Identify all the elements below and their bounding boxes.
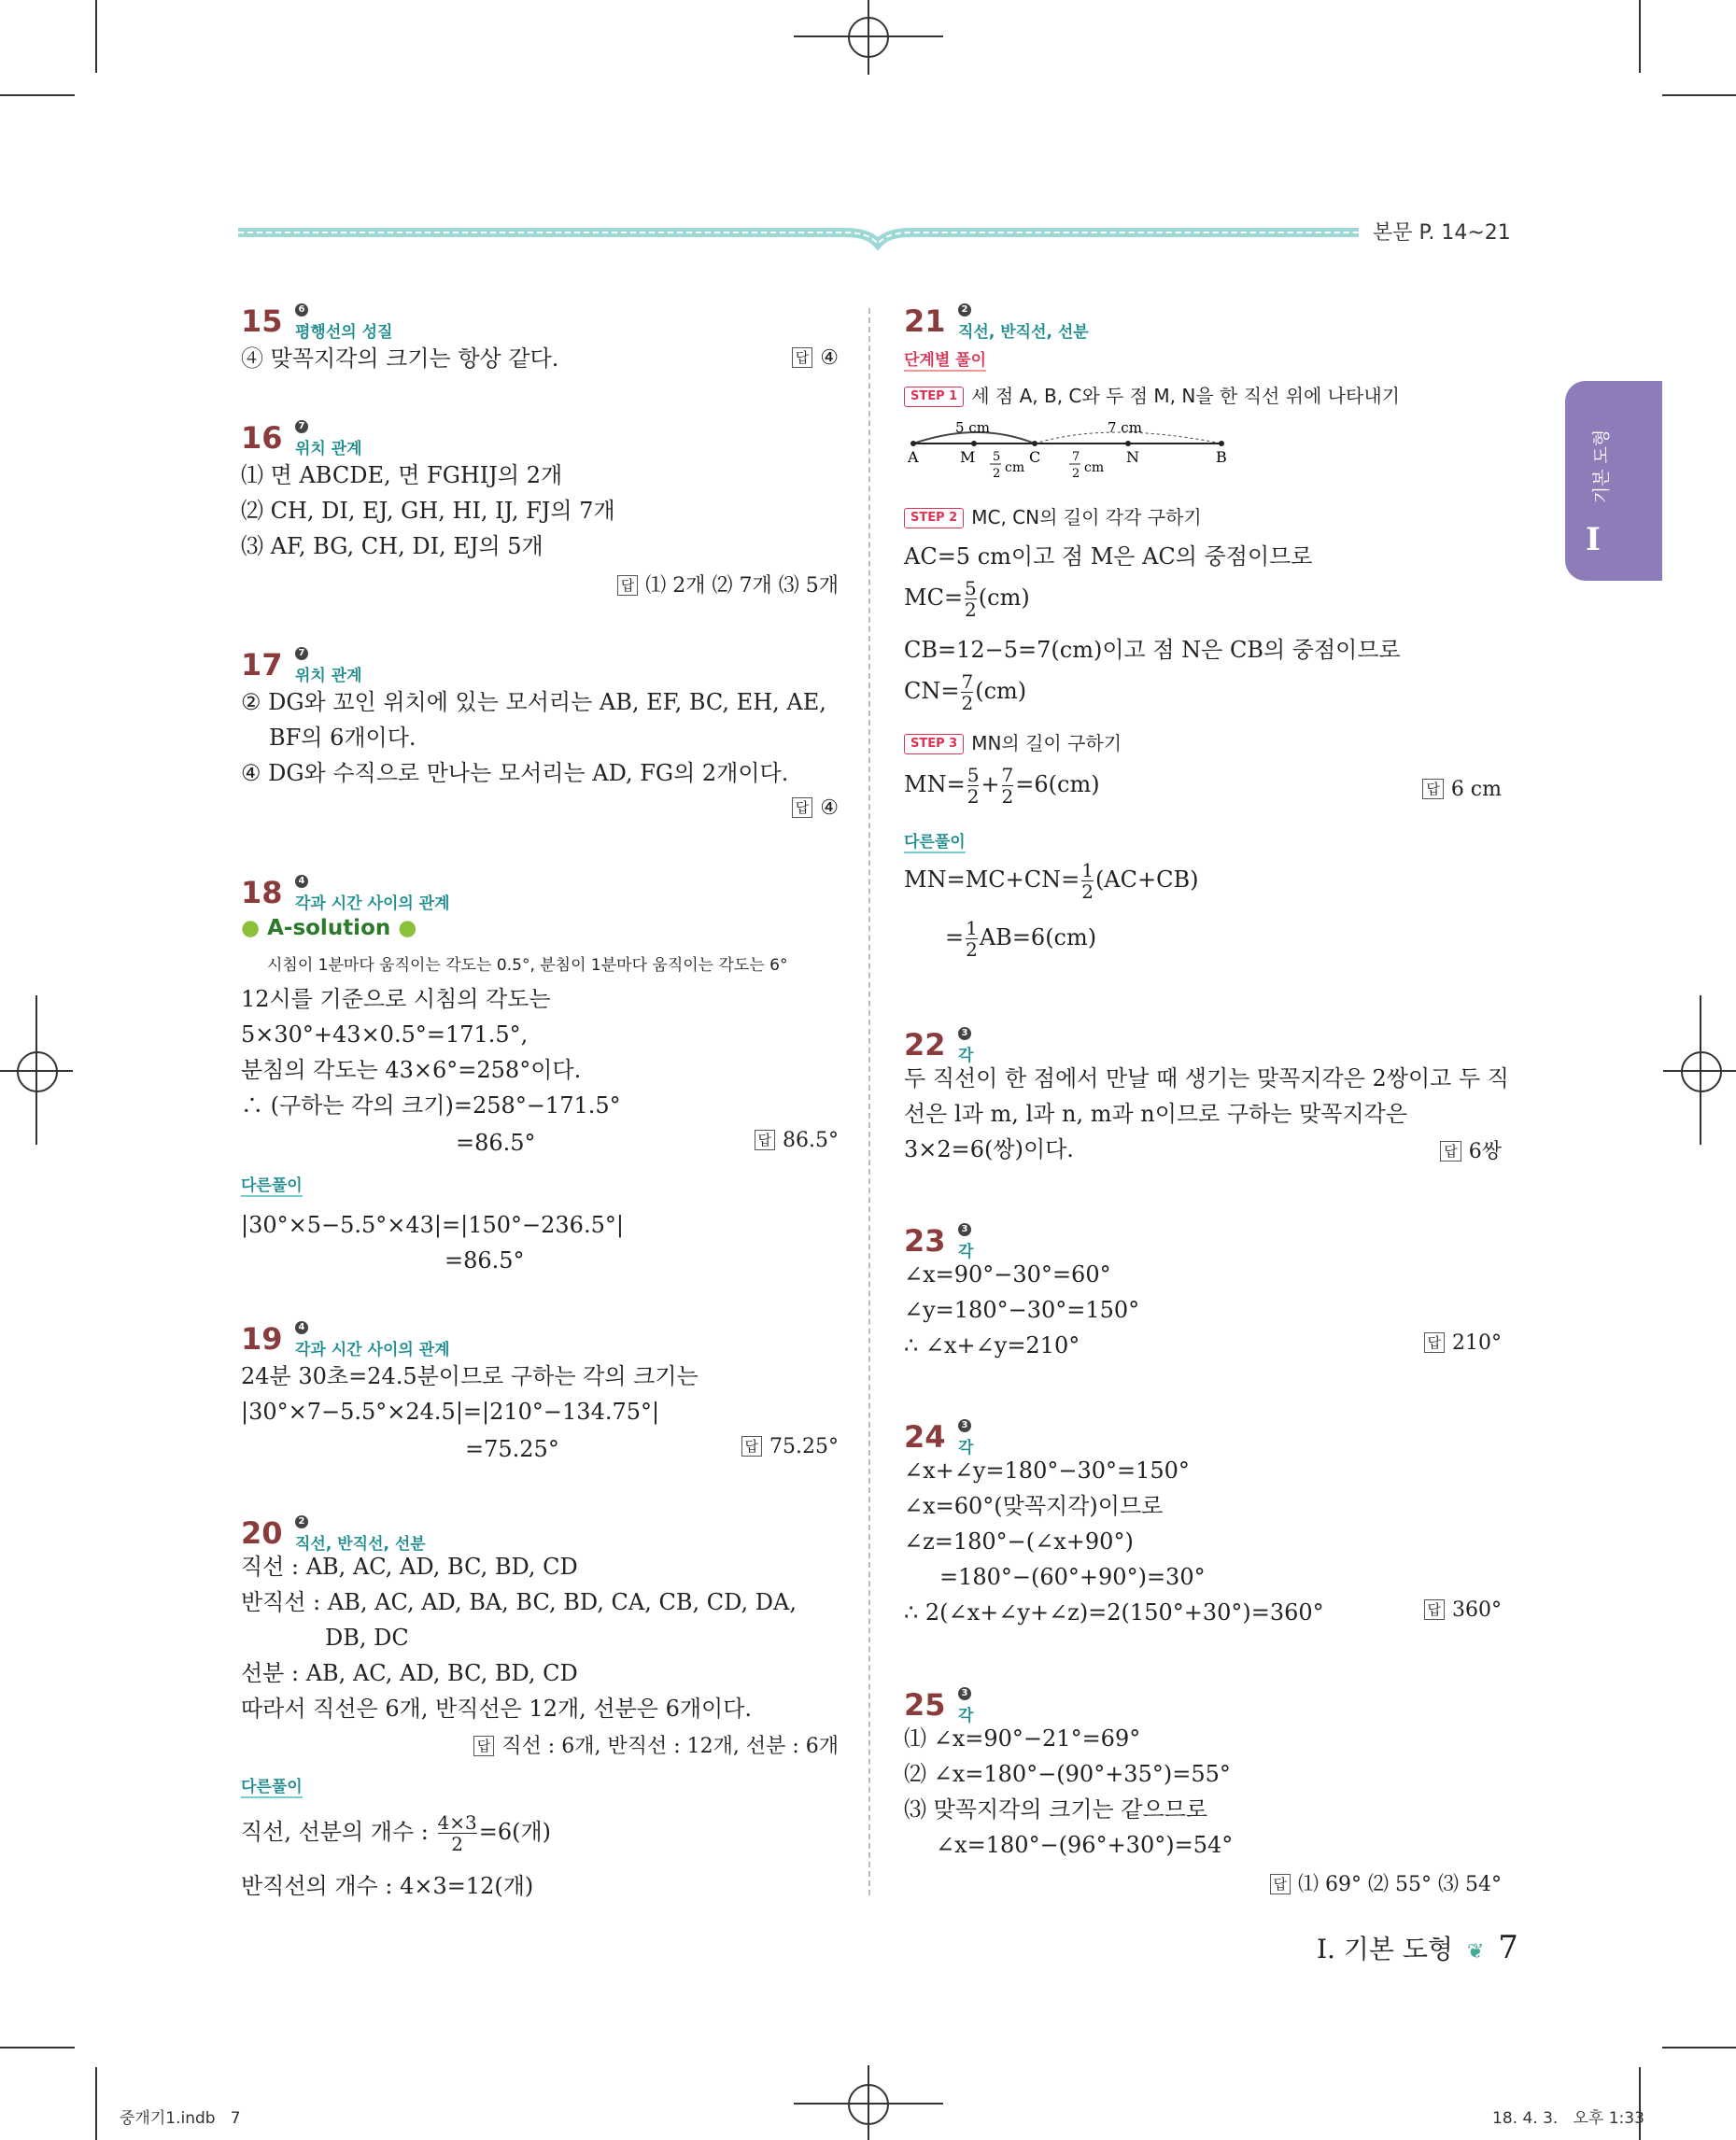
- question-18: [241, 875, 839, 1274]
- unit-badge: 7: [295, 647, 308, 660]
- answer: 답 360°: [1424, 1598, 1503, 1622]
- solution-line: ⑴ ∠x=90°−21°=69°: [904, 1725, 1141, 1752]
- answer: 답 6쌍: [1440, 1135, 1502, 1164]
- question-24: [904, 1419, 1502, 1626]
- chapter-tab-label: 기본 도형: [1591, 429, 1613, 504]
- solution-line: ∠x+∠y=180°−30°=150°: [904, 1457, 1190, 1484]
- fraction: $\frac{1}{2}$: [1081, 859, 1094, 903]
- unit-badge: 3: [958, 1419, 971, 1432]
- solution-line: ⑶ AF, BG, CH, DI, EJ의 5개: [241, 533, 543, 559]
- svg-text:B: B: [1216, 448, 1227, 466]
- solution-line: DB, DC: [325, 1625, 409, 1651]
- fraction: $\frac{5}{2}$: [967, 764, 980, 808]
- unit-badge: 3: [958, 1027, 971, 1040]
- registration-mark: [35, 995, 37, 1145]
- question-topic: 각: [958, 1243, 974, 1261]
- answer: 답 ④: [792, 796, 839, 820]
- solution-line: =180°−(60°+90°)=30°: [939, 1564, 1206, 1590]
- fraction: $\frac{7}{2}$: [961, 670, 974, 714]
- question-number: 23: [904, 1223, 946, 1259]
- svg-text:7 cm: 7 cm: [1108, 419, 1142, 436]
- svg-text:7: 7: [1072, 450, 1080, 464]
- fraction: $\frac{1}{2}$: [966, 917, 978, 961]
- solution-line: 24분 30초=24.5분이므로 구하는 각의 크기는: [241, 1363, 699, 1389]
- chapter-footer: [1317, 1929, 1518, 1966]
- solution-line: 선분 : AB, AC, AD, BC, BD, CD: [241, 1660, 578, 1686]
- svg-text:2: 2: [993, 467, 1001, 481]
- crop-mark: [1639, 0, 1641, 73]
- solution-line: 분침의 각도는 43×6°=258°이다.: [241, 1057, 582, 1083]
- solution-line: CB=12−5=7(cm)이고 점 N은 CB의 중점이므로: [904, 637, 1401, 663]
- page-reference: 본문 P. 14~21: [1373, 221, 1511, 245]
- question-number: 15: [241, 303, 283, 339]
- chapter-footer-label: I. 기본 도형: [1317, 1934, 1453, 1964]
- registration-mark: [1681, 1051, 1722, 1092]
- crop-mark: [95, 0, 97, 73]
- solution-line: ∴ 2(∠x+∠y+∠z)=2(150°+30°)=360°: [904, 1599, 1324, 1626]
- solution-line: 선은 l과 m, l과 n, m과 n이므로 구하는 맞꼭지각은: [904, 1101, 1408, 1127]
- solution-line: 5×30°+43×0.5°=171.5°,: [241, 1021, 529, 1048]
- a-solution-heading: ● A-solution ●: [241, 916, 417, 940]
- question-number: 17: [241, 647, 283, 683]
- question-17: [241, 647, 839, 820]
- unit-badge: 3: [958, 1223, 971, 1236]
- crop-mark: [95, 2067, 97, 2140]
- question-topic: 직선, 반직선, 선분: [295, 1535, 426, 1554]
- answer: 답 직선 : 6개, 반직선 : 12개, 선분 : 6개: [473, 1730, 839, 1759]
- step-2: STEP 2 MC, CN의 길이 각각 구하기: [904, 500, 1202, 535]
- unit-badge: 3: [958, 1687, 971, 1700]
- crop-mark: [1662, 94, 1736, 96]
- solution-line: |30°×7−5.5°×24.5|=|210°−134.75°|: [241, 1399, 660, 1425]
- question-number: 21: [904, 303, 946, 339]
- solution-line: ∠x=90°−30°=60°: [904, 1261, 1111, 1288]
- question-16: [241, 420, 839, 598]
- unit-badge: 2: [295, 1515, 308, 1528]
- column-divider: [868, 308, 871, 1895]
- question-topic: 평행선의 성질: [295, 323, 393, 342]
- svg-text:A: A: [908, 448, 919, 466]
- question-number: 24: [904, 1419, 946, 1455]
- solution-line: 3×2=6(쌍)이다.: [904, 1136, 1074, 1162]
- question-number: 18: [241, 875, 283, 910]
- solution-line: 직선, 선분의 개수 : $\frac{4\times 3}{2}$ =6(개): [241, 1811, 552, 1855]
- chapter-tab: [1565, 381, 1662, 581]
- answer: 답 ⑴ 2개 ⑵ 7개 ⑶ 5개: [617, 570, 839, 598]
- question-number: 22: [904, 1027, 946, 1063]
- solution-line: 12시를 기준으로 시침의 각도는: [241, 986, 551, 1012]
- question-number: 19: [241, 1321, 283, 1357]
- question-topic: 각: [958, 1047, 974, 1065]
- alt-solution-label: 다른풀이: [241, 1172, 303, 1197]
- unit-badge: 6: [295, 303, 308, 317]
- solution-line: 반직선 : AB, AC, AD, BA, BC, BD, CA, CB, CD, DA,: [241, 1589, 797, 1615]
- question-19: [241, 1321, 839, 1462]
- solution-line: ⑵ ∠x=180°−(90°+35°)=55°: [904, 1761, 1231, 1787]
- registration-mark: [1700, 995, 1701, 1145]
- answer: 답 6 cm: [1422, 778, 1502, 801]
- crop-mark: [0, 94, 75, 96]
- answer: 답 ⑴ 69° ⑵ 55° ⑶ 54°: [1270, 1868, 1502, 1897]
- question-23: [904, 1223, 1502, 1359]
- solution-line: ∴ (구하는 각의 크기)=258°−171.5°: [241, 1092, 621, 1119]
- registration-mark: [868, 2065, 869, 2140]
- a-solution-text: 시침이 1분마다 움직이는 각도는 0.5°, 분침이 1분마다 움직이는 각도는 6°: [267, 956, 788, 975]
- question-15: [241, 303, 839, 372]
- fraction: $\frac{5}{2}$: [965, 577, 977, 621]
- question-25: [904, 1687, 1502, 1896]
- solution-line: =75.25°: [465, 1436, 559, 1462]
- solution-line: ④ DG와 수직으로 만나는 모서리는 AD, FG의 2개이다.: [241, 760, 789, 786]
- solution-line: |30°×5−5.5°×43|=|150°−236.5°|: [241, 1212, 624, 1238]
- crop-mark: [1639, 2067, 1641, 2140]
- question-topic: 각과 시간 사이의 관계: [295, 1341, 450, 1359]
- question-20: [241, 1515, 839, 1899]
- solution-line: =86.5°: [445, 1247, 525, 1274]
- solution-line: =86.5°: [456, 1130, 536, 1156]
- answer: 답 75.25°: [741, 1435, 839, 1458]
- chapter-tab-roman: I: [1586, 521, 1601, 558]
- registration-mark: [17, 1051, 58, 1092]
- question-number: 20: [241, 1515, 283, 1551]
- step-solution-label: 단계별 풀이: [904, 346, 986, 372]
- svg-text:C: C: [1029, 448, 1041, 466]
- solution-line: ∠x=60°(맞꼭지각)이므로: [904, 1493, 1164, 1519]
- solution-line: 두 직선이 한 점에서 만날 때 생기는 맞꼭지각은 2쌍이고 두 직: [904, 1065, 1509, 1091]
- answer: 답 210°: [1424, 1331, 1503, 1355]
- solution-line: = $\frac{1}{2}$ AB=6(cm): [945, 917, 1097, 961]
- svg-text:5 cm: 5 cm: [955, 419, 990, 436]
- alt-solution-label: 다른풀이: [904, 828, 966, 853]
- solution-line: BF의 6개이다.: [269, 725, 416, 751]
- solution-line: MN=MC+CN= $\frac{1}{2}$ (AC+CB): [904, 859, 1199, 903]
- step-3: STEP 3 MN의 길이 구하기: [904, 725, 1122, 761]
- question-topic: 위치 관계: [295, 440, 362, 458]
- solution-line: ⑶ 맞꼭지각의 크기는 같으므로: [904, 1796, 1208, 1823]
- leaf-icon: ❦: [1466, 1940, 1485, 1964]
- svg-text:cm: cm: [1005, 460, 1025, 475]
- question-number: 25: [904, 1687, 946, 1723]
- crop-mark: [0, 2047, 75, 2048]
- unit-badge: 4: [295, 1321, 308, 1334]
- print-file-name: 중개기1.indb 7: [120, 2109, 241, 2128]
- solution-line: ② DG와 꼬인 위치에 있는 모서리는 AB, EF, BC, EH, AE,: [241, 689, 826, 715]
- fraction: $\frac{7}{2}$: [1001, 764, 1014, 808]
- crop-mark: [1662, 2047, 1736, 2048]
- svg-text:cm: cm: [1084, 460, 1105, 475]
- question-22: [904, 1027, 1509, 1163]
- answer: 답 86.5°: [755, 1129, 839, 1152]
- segment-figure: [904, 415, 1240, 496]
- question-topic: 각: [958, 1707, 974, 1725]
- solution-line: ⑵ CH, DI, EJ, GH, HI, IJ, FJ의 7개: [241, 498, 615, 524]
- solution-line: MN= $\frac{5}{2}$ + $\frac{7}{2}$ =6(cm): [904, 764, 1100, 808]
- solution-line: 반직선의 개수 : 4×3=12(개): [241, 1873, 534, 1899]
- unit-badge: 7: [295, 420, 308, 433]
- header-band: [238, 219, 1359, 257]
- svg-text:M: M: [960, 448, 976, 466]
- solution-line: ⑴ 면 ABCDE, 면 FGHIJ의 2개: [241, 462, 563, 488]
- solution-line: CN= $\frac{7}{2}$ (cm): [904, 670, 1027, 714]
- alt-solution-label: 다른풀이: [241, 1773, 303, 1798]
- unit-badge: 2: [958, 303, 971, 317]
- solution-line: MC= $\frac{5}{2}$ (cm): [904, 577, 1030, 621]
- question-topic: 각: [958, 1439, 974, 1457]
- svg-text:N: N: [1126, 448, 1139, 466]
- solution-line: ④ 맞꼭지각의 크기는 항상 같다.: [241, 345, 559, 372]
- question-21: [904, 303, 1502, 961]
- solution-line: 직선 : AB, AC, AD, BC, BD, CD: [241, 1554, 578, 1580]
- unit-badge: 4: [295, 875, 308, 888]
- print-datetime: 18. 4. 3. 오후 1:33: [1492, 2109, 1644, 2128]
- fraction: $\frac{4\times 3}{2}$: [437, 1811, 477, 1855]
- solution-line: 따라서 직선은 6개, 반직선은 12개, 선분은 6개이다.: [241, 1696, 753, 1722]
- solution-line: ∴ ∠x+∠y=210°: [904, 1332, 1080, 1359]
- solution-line: ∠y=180°−30°=150°: [904, 1297, 1140, 1323]
- question-topic: 각과 시간 사이의 관계: [295, 894, 450, 913]
- question-number: 16: [241, 420, 283, 456]
- question-topic: 위치 관계: [295, 667, 362, 685]
- registration-mark: [868, 0, 869, 75]
- answer: 답 ④: [792, 346, 839, 370]
- step-1: STEP 1 세 점 A, B, C와 두 점 M, N을 한 직선 위에 나타내기: [904, 378, 1400, 414]
- solution-line: ∠z=180°−(∠x+90°): [904, 1528, 1134, 1555]
- solution-line: ∠x=180°−(96°+30°)=54°: [936, 1832, 1234, 1858]
- svg-text:5: 5: [993, 450, 1001, 464]
- svg-text:2: 2: [1072, 467, 1080, 481]
- question-topic: 직선, 반직선, 선분: [958, 323, 1089, 342]
- page-number: 7: [1498, 1929, 1518, 1966]
- solution-line: AC=5 cm이고 점 M은 AC의 중점이므로: [904, 543, 1313, 570]
